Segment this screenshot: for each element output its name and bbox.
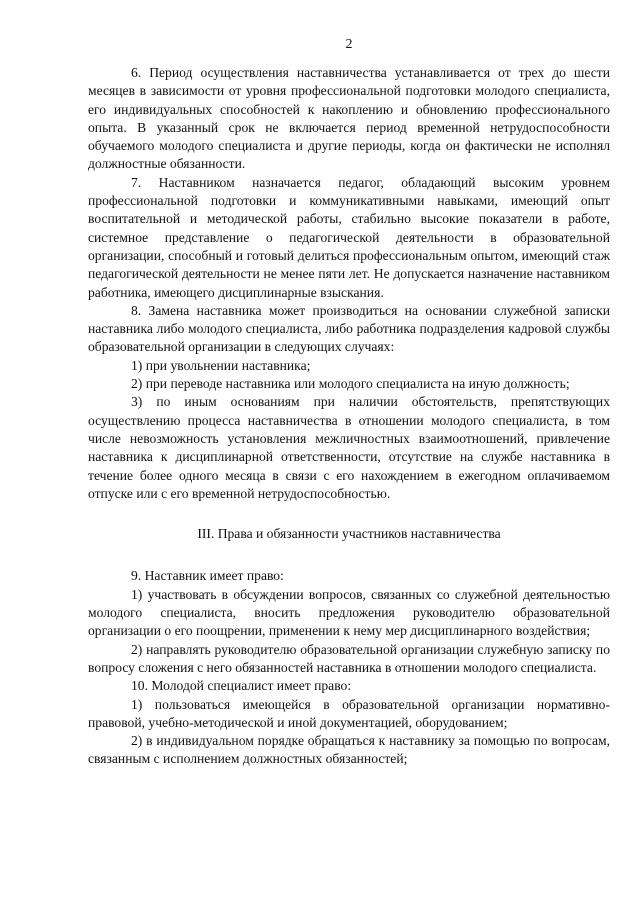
paragraph-8-item-2: 2) при переводе наставника или молодого специалиста на иную должность; <box>131 376 570 392</box>
paragraph-10-item-1: 1) пользоваться имеющейся в образовательной организации нормативно-правовой, учебно-методической и иной документацией, оборудованием; <box>88 696 610 730</box>
section-heading: III. Права и обязанности участников наставничества <box>197 526 501 542</box>
paragraph-8-item-3: 3) по иным основаниям при наличии обстоятельств, препятствующих осуществлению процесса наставничества в отношении молодого специалиста, в том числе невозможность установления межличностных взаимоотношений, привлечение наставника к дисциплинарной ответственности, отсутствие на службе наставника в течение более одного месяца в связи с его нахождением в ежегодном оплачиваемом отпуске или с его временной нетрудоспособностью. <box>88 394 610 501</box>
paragraph-7: 7. Наставником назначается педагог, обладающий высоким уровнем профессиональной подготовки и коммуникативными навыками, имеющий опыт воспитательной и методической работы, стабильно высокие показатели в работе, системное представление о педагогической деятельности в образовательной организации, способный и готовый делиться профессиональным опытом, имеющий стаж педагогической деятельности не менее пяти лет. Не допускается назначение наставником работника, имеющего дисциплинарные взыскания. <box>88 174 610 300</box>
paragraph-8-item-1: 1) при увольнении наставника; <box>131 357 311 373</box>
paragraph-9-item-1: 1) участвовать в обсуждении вопросов, связанных со служебной деятельностью молодого специалиста, вносить предложения руководителю образовательной организации о его поощрении, применении к нему мер дисциплинарного воздействия; <box>88 586 610 639</box>
paragraph-6: 6. Период осуществления наставничества устанавливается от трех до шести месяцев в зависимости от уровня профессиональной подготовки молодого специалиста, его индивидуальных способностей к накоплению и обновлению профессионального опыта. В указанный срок не включается период временной нетрудоспособности обучаемого молодого специалиста и другие периоды, когда он фактически не исполнял должностные обязанности. <box>88 65 610 172</box>
paragraph-9-item-2: 2) направлять руководителю образовательной организации служебную записку по вопросу сложения с него обязанностей наставника в отношении молодого специалиста. <box>88 641 610 675</box>
paragraph-10: 10. Молодой специалист имеет право: <box>131 678 352 694</box>
paragraph-8: 8. Замена наставника может производиться на основании служебной записки наставника либо молодого специалиста, либо работника подразделения кадровой службы образовательной организации в следующих случаях: <box>88 302 610 355</box>
paragraph-10-item-2: 2) в индивидуальном порядке обращаться к наставнику за помощью по вопросам, связанным с исполнением должностных обязанностей; <box>88 733 610 767</box>
page-number: 2 <box>345 37 353 52</box>
paragraph-9: 9. Наставник имеет право: <box>131 568 284 584</box>
